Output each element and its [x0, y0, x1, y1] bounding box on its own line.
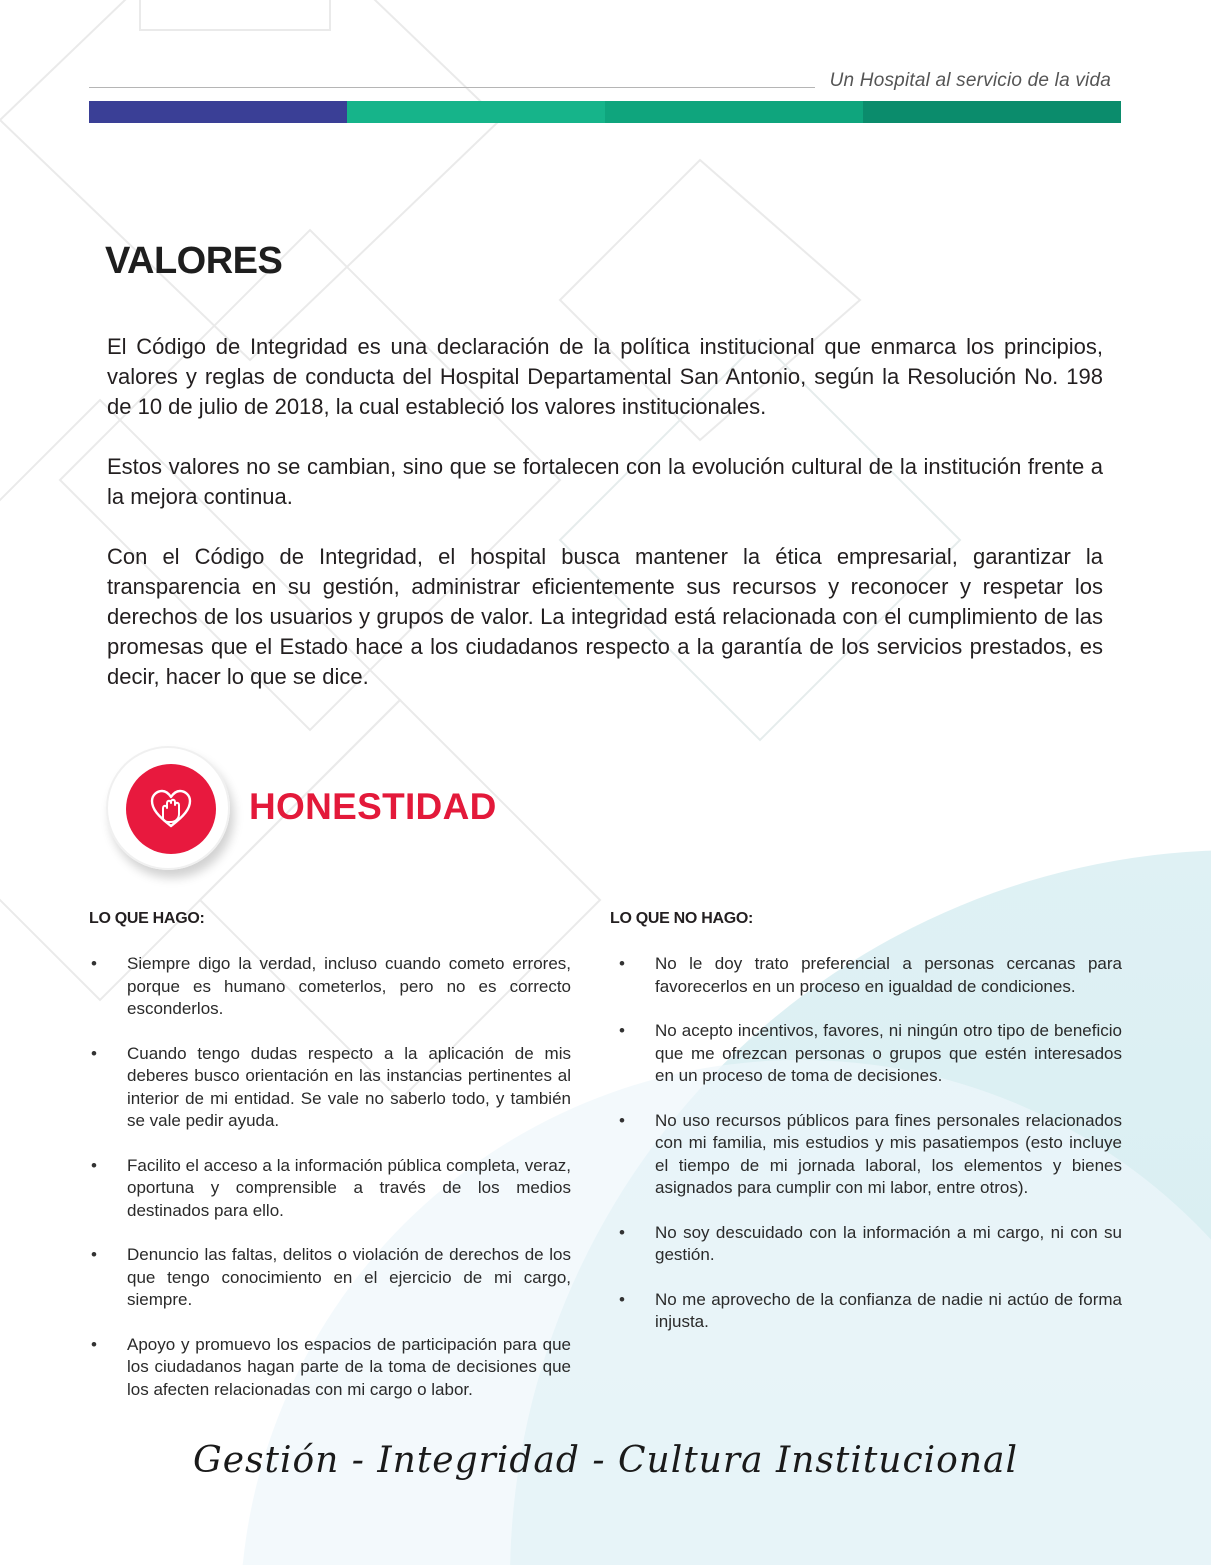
header-rule [89, 87, 815, 88]
list-item: • Siempre digo la verdad, incluso cuando cometo errores, porque es humano cometerlos, pero no es correcto esconderlos. [127, 953, 571, 1021]
list-item: • Cuando tengo dudas respecto a la aplicación de mis deberes busco orientación en las instancias pertinentes al interior de mi entidad. Se vale no saberlo todo, y también se vale pedir ayuda. [127, 1043, 571, 1133]
color-segment-1 [89, 101, 347, 123]
list-item: • No acepto incentivos, favores, ni ningún otro tipo de beneficio que me ofrezcan personas o grupos que estén interesados en un proceso de toma de decisiones. [655, 1020, 1122, 1088]
do-heading: LO QUE HAGO: [89, 910, 205, 927]
intro-paragraph: El Código de Integridad es una declaración de la política institucional que enmarca los principios, valores y reglas de conducta del Hospital Departamental San Antonio, según la Resolución No. 198 de 10 de julio de 2018, la cual estableció los valores institucionales. [107, 334, 1103, 419]
list-item: • No le doy trato preferencial a personas cercanas para favorecerlos en un proceso en igualdad de condiciones. [655, 953, 1122, 998]
list-item: • Facilito el acceso a la información pública completa, veraz, oportuna y comprensible a través de los medios destinados para ello. [127, 1155, 571, 1223]
footer-motto: Gestión - Integridad - Cultura Institucional [192, 1440, 1018, 1481]
dont-heading: LO QUE NO HAGO: [610, 910, 754, 927]
list-item: • No me aprovecho de la confianza de nadie ni actúo de forma injusta. [655, 1289, 1122, 1334]
list-item: • No uso recursos públicos para fines personales relacionados con mi familia, mis estudios y mis pasatiempos (esto incluye el tiempo de mi jornada laboral, los elementos y bienes asignados para cumplir con mi labor, entre otros). [655, 1110, 1122, 1200]
value-title: HONESTIDAD [249, 786, 497, 827]
list-item: • No soy descuidado con la información a mi cargo, ni con su gestión. [655, 1222, 1122, 1267]
list-item: • Denuncio las faltas, delitos o violación de derechos de los que tengo conocimiento en el ejercicio de mi cargo, siempre. [127, 1244, 571, 1312]
intro-text [107, 332, 1103, 722]
do-column [89, 910, 571, 1423]
section-title: VALORES [105, 240, 283, 282]
dont-column [610, 910, 1122, 1356]
header-tagline: Un Hospital al servicio de la vida [829, 70, 1111, 91]
list-item: • Apoyo y promuevo los espacios de participación para que los ciudadanos hagan parte de la toma de decisiones que los afecten relacionadas con mi cargo o labor. [127, 1334, 571, 1402]
color-segment-3 [605, 101, 863, 123]
header-color-bar [89, 101, 1121, 123]
do-list [127, 953, 571, 1401]
color-segment-4 [863, 101, 1121, 123]
color-segment-2 [347, 101, 605, 123]
heart-hand-icon [148, 786, 194, 832]
intro-paragraph: Con el Código de Integridad, el hospital busca mantener la ética empresarial, garantizar la transparencia en su gestión, administrar eficientemente sus recursos y reconocer y respetar los derechos de los usuarios y grupos de valor. La integridad está relacionada con el cumplimiento de las promesas que el Estado hace a los ciudadanos respecto a la garantía de los servicios prestados, es decir, hacer lo que se dice. [107, 544, 1103, 689]
dont-list [655, 953, 1122, 1334]
intro-paragraph: Estos valores no se cambian, sino que se fortalecen con la evolución cultural de la institución frente a la mejora continua. [107, 454, 1103, 509]
value-badge-circle [126, 764, 216, 854]
